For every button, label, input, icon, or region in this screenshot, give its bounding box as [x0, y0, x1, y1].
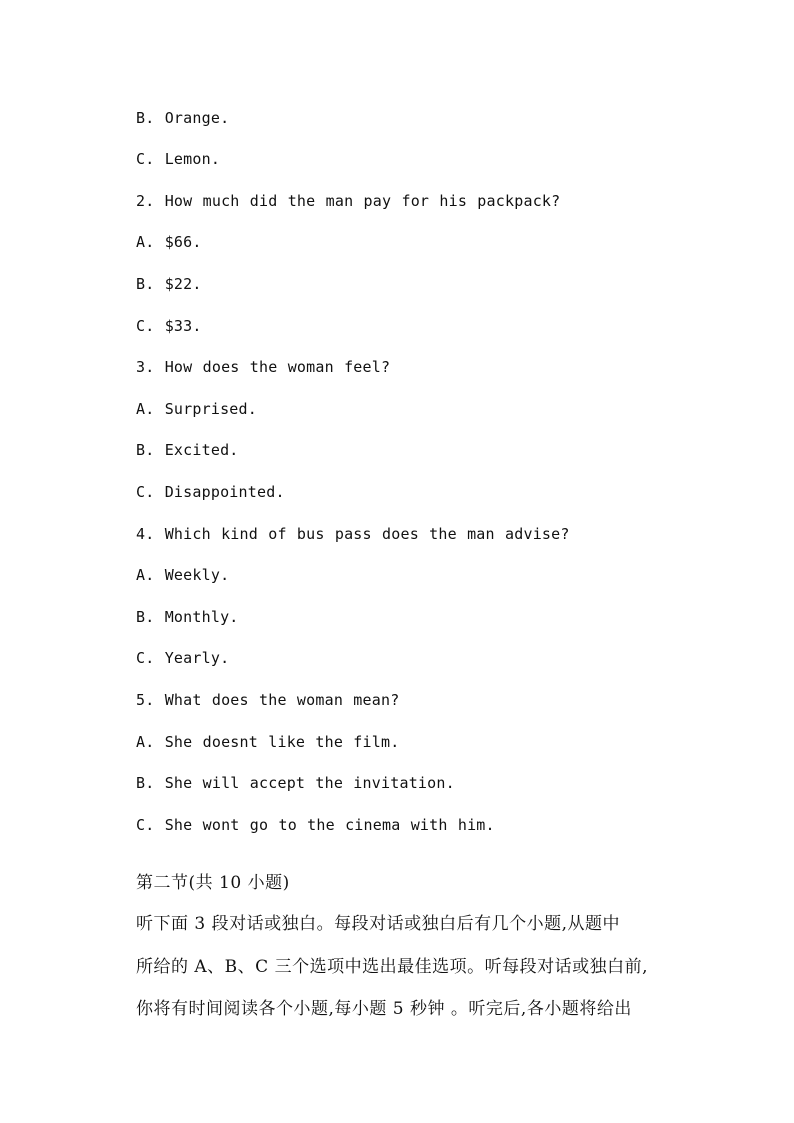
- option-4b: B. Monthly.: [136, 608, 239, 626]
- option-3b: B. Excited.: [136, 441, 239, 459]
- instruction-line-1: 听下面 3 段对话或独白。每段对话或独白后有几个小题,从题中: [136, 914, 621, 934]
- option-5a: A. She doesnt like the film.: [136, 733, 400, 751]
- option-2c: C. $33.: [136, 317, 202, 335]
- section-heading: 第二节(共 10 小题): [136, 873, 290, 893]
- option-1b: B. Orange.: [136, 109, 230, 127]
- question-2: 2. How much did the man pay for his packpack?: [136, 192, 561, 210]
- option-3a: A. Surprised.: [136, 400, 257, 418]
- question-3: 3. How does the woman feel?: [136, 358, 391, 376]
- option-3c: C. Disappointed.: [136, 483, 285, 501]
- option-2a: A. $66.: [136, 233, 202, 251]
- option-4c: C. Yearly.: [136, 649, 230, 667]
- option-2b: B. $22.: [136, 275, 202, 293]
- question-5: 5. What does the woman mean?: [136, 691, 400, 709]
- option-5b: B. She will accept the invitation.: [136, 774, 455, 792]
- question-4: 4. Which kind of bus pass does the man advise?: [136, 525, 570, 543]
- option-4a: A. Weekly.: [136, 566, 230, 584]
- option-5c: C. She wont go to the cinema with him.: [136, 816, 495, 834]
- option-1c: C. Lemon.: [136, 150, 221, 168]
- instruction-line-2: 所给的 A、B、C 三个选项中选出最佳选项。听每段对话或独白前,: [136, 957, 648, 977]
- instruction-line-3: 你将有时间阅读各个小题,每小题 5 秒钟 。听完后,各小题将给出: [136, 999, 632, 1019]
